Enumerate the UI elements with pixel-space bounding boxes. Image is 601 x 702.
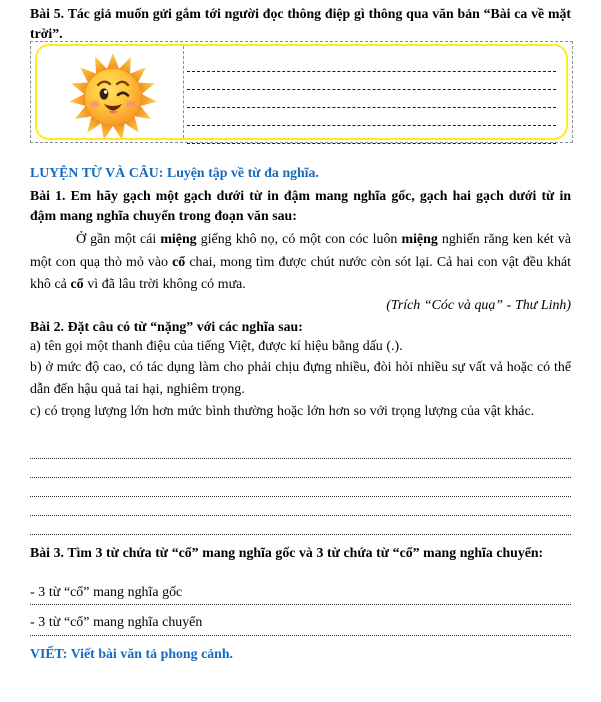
question-2-item-b: b) ở mức độ cao, có tác dụng làm cho phải chịu đựng nhiều, đòi hỏi nhiều sự vất vả hoặc có thể dẫn đến hậu quả tai hại, nghiêm trọng.: [30, 360, 571, 397]
question-2-answer-lines[interactable]: [30, 440, 571, 535]
keyword-co-1: cổ: [172, 254, 186, 270]
answer-line[interactable]: [30, 478, 571, 497]
question-2-item-c: c) có trọng lượng lớn hơn mức bình thường hoặc lớn hơn so với trọng lượng của vật khác.: [30, 404, 535, 419]
box-cell-divider: [183, 46, 184, 138]
answer-box[interactable]: [35, 44, 568, 140]
question-1-prompt: Bài 1. Em hãy gạch một gạch dưới từ in đậm mang nghĩa gốc, gạch hai gạch dưới từ in đậm mang nghĩa chuyển trong đoạn văn sau:: [30, 188, 571, 223]
answer-line[interactable]: [30, 497, 571, 516]
question-2-item-a: a) tên gọi một thanh điệu của tiếng Việt, được kí hiệu bằng dấu (.).: [30, 339, 403, 354]
writing-line[interactable]: [187, 54, 556, 72]
paragraph-text-4: chai, mong tìm được chút nước còn sót lại. Cả hai con vật đều khát khô cả: [30, 254, 571, 292]
keyword-mieng-2: miệng: [401, 232, 438, 247]
answer-line[interactable]: [30, 604, 571, 605]
question-3-prompt: Bài 3. Tìm 3 từ chứa từ “cổ” mang nghĩa gốc và 3 từ chứa từ “cổ” mang nghĩa chuyển:: [30, 545, 544, 560]
answer-box-writing-lines[interactable]: [187, 54, 556, 140]
paragraph-text-2: giếng khô nọ, có một con cóc luôn: [196, 232, 402, 247]
question-3-sub-a: - 3 từ “cổ” mang nghĩa gốc: [30, 585, 183, 600]
section-heading-viet: VIẾT: Viết bài văn tả phong cảnh.: [30, 646, 233, 661]
writing-line[interactable]: [187, 72, 556, 90]
paragraph-text-3: nghiến răng ken két và một con quạ thò mỏ vào: [30, 232, 571, 270]
question-5-prompt: Bài 5. Tác giả muốn gửi gắm tới người đọc thông điệp gì thông qua văn bản “Bài ca về mặt trời”.: [30, 6, 571, 41]
keyword-co-2: cổ: [70, 277, 84, 292]
answer-line[interactable]: [30, 459, 571, 478]
answer-box-selection-frame[interactable]: [30, 41, 573, 143]
writing-line[interactable]: [187, 126, 556, 144]
answer-line[interactable]: [30, 440, 571, 459]
answer-line[interactable]: [30, 635, 571, 636]
writing-line[interactable]: [187, 108, 556, 126]
question-1-paragraph: [30, 229, 571, 297]
paragraph-text-1: Ở gần một cái: [76, 232, 161, 247]
question-3-sub-b: - 3 từ “cổ” mang nghĩa chuyển: [30, 615, 203, 630]
question-1-source-attribution: (Trích “Cóc và quạ” - Thư Linh): [386, 298, 571, 313]
winking-sun-illustration: [45, 48, 181, 146]
writing-line[interactable]: [187, 90, 556, 108]
section-heading-luyen-tu-va-cau: LUYỆN TỪ VÀ CÂU: Luyện tập về từ đa nghĩa.: [30, 165, 319, 180]
keyword-mieng-1: miệng: [160, 232, 197, 247]
answer-line[interactable]: [30, 516, 571, 535]
paragraph-text-5: vì đã lâu trời không có mưa.: [83, 277, 246, 292]
question-2-prompt: Bài 2. Đặt câu có từ “nặng” với các nghĩa sau:: [30, 319, 303, 334]
